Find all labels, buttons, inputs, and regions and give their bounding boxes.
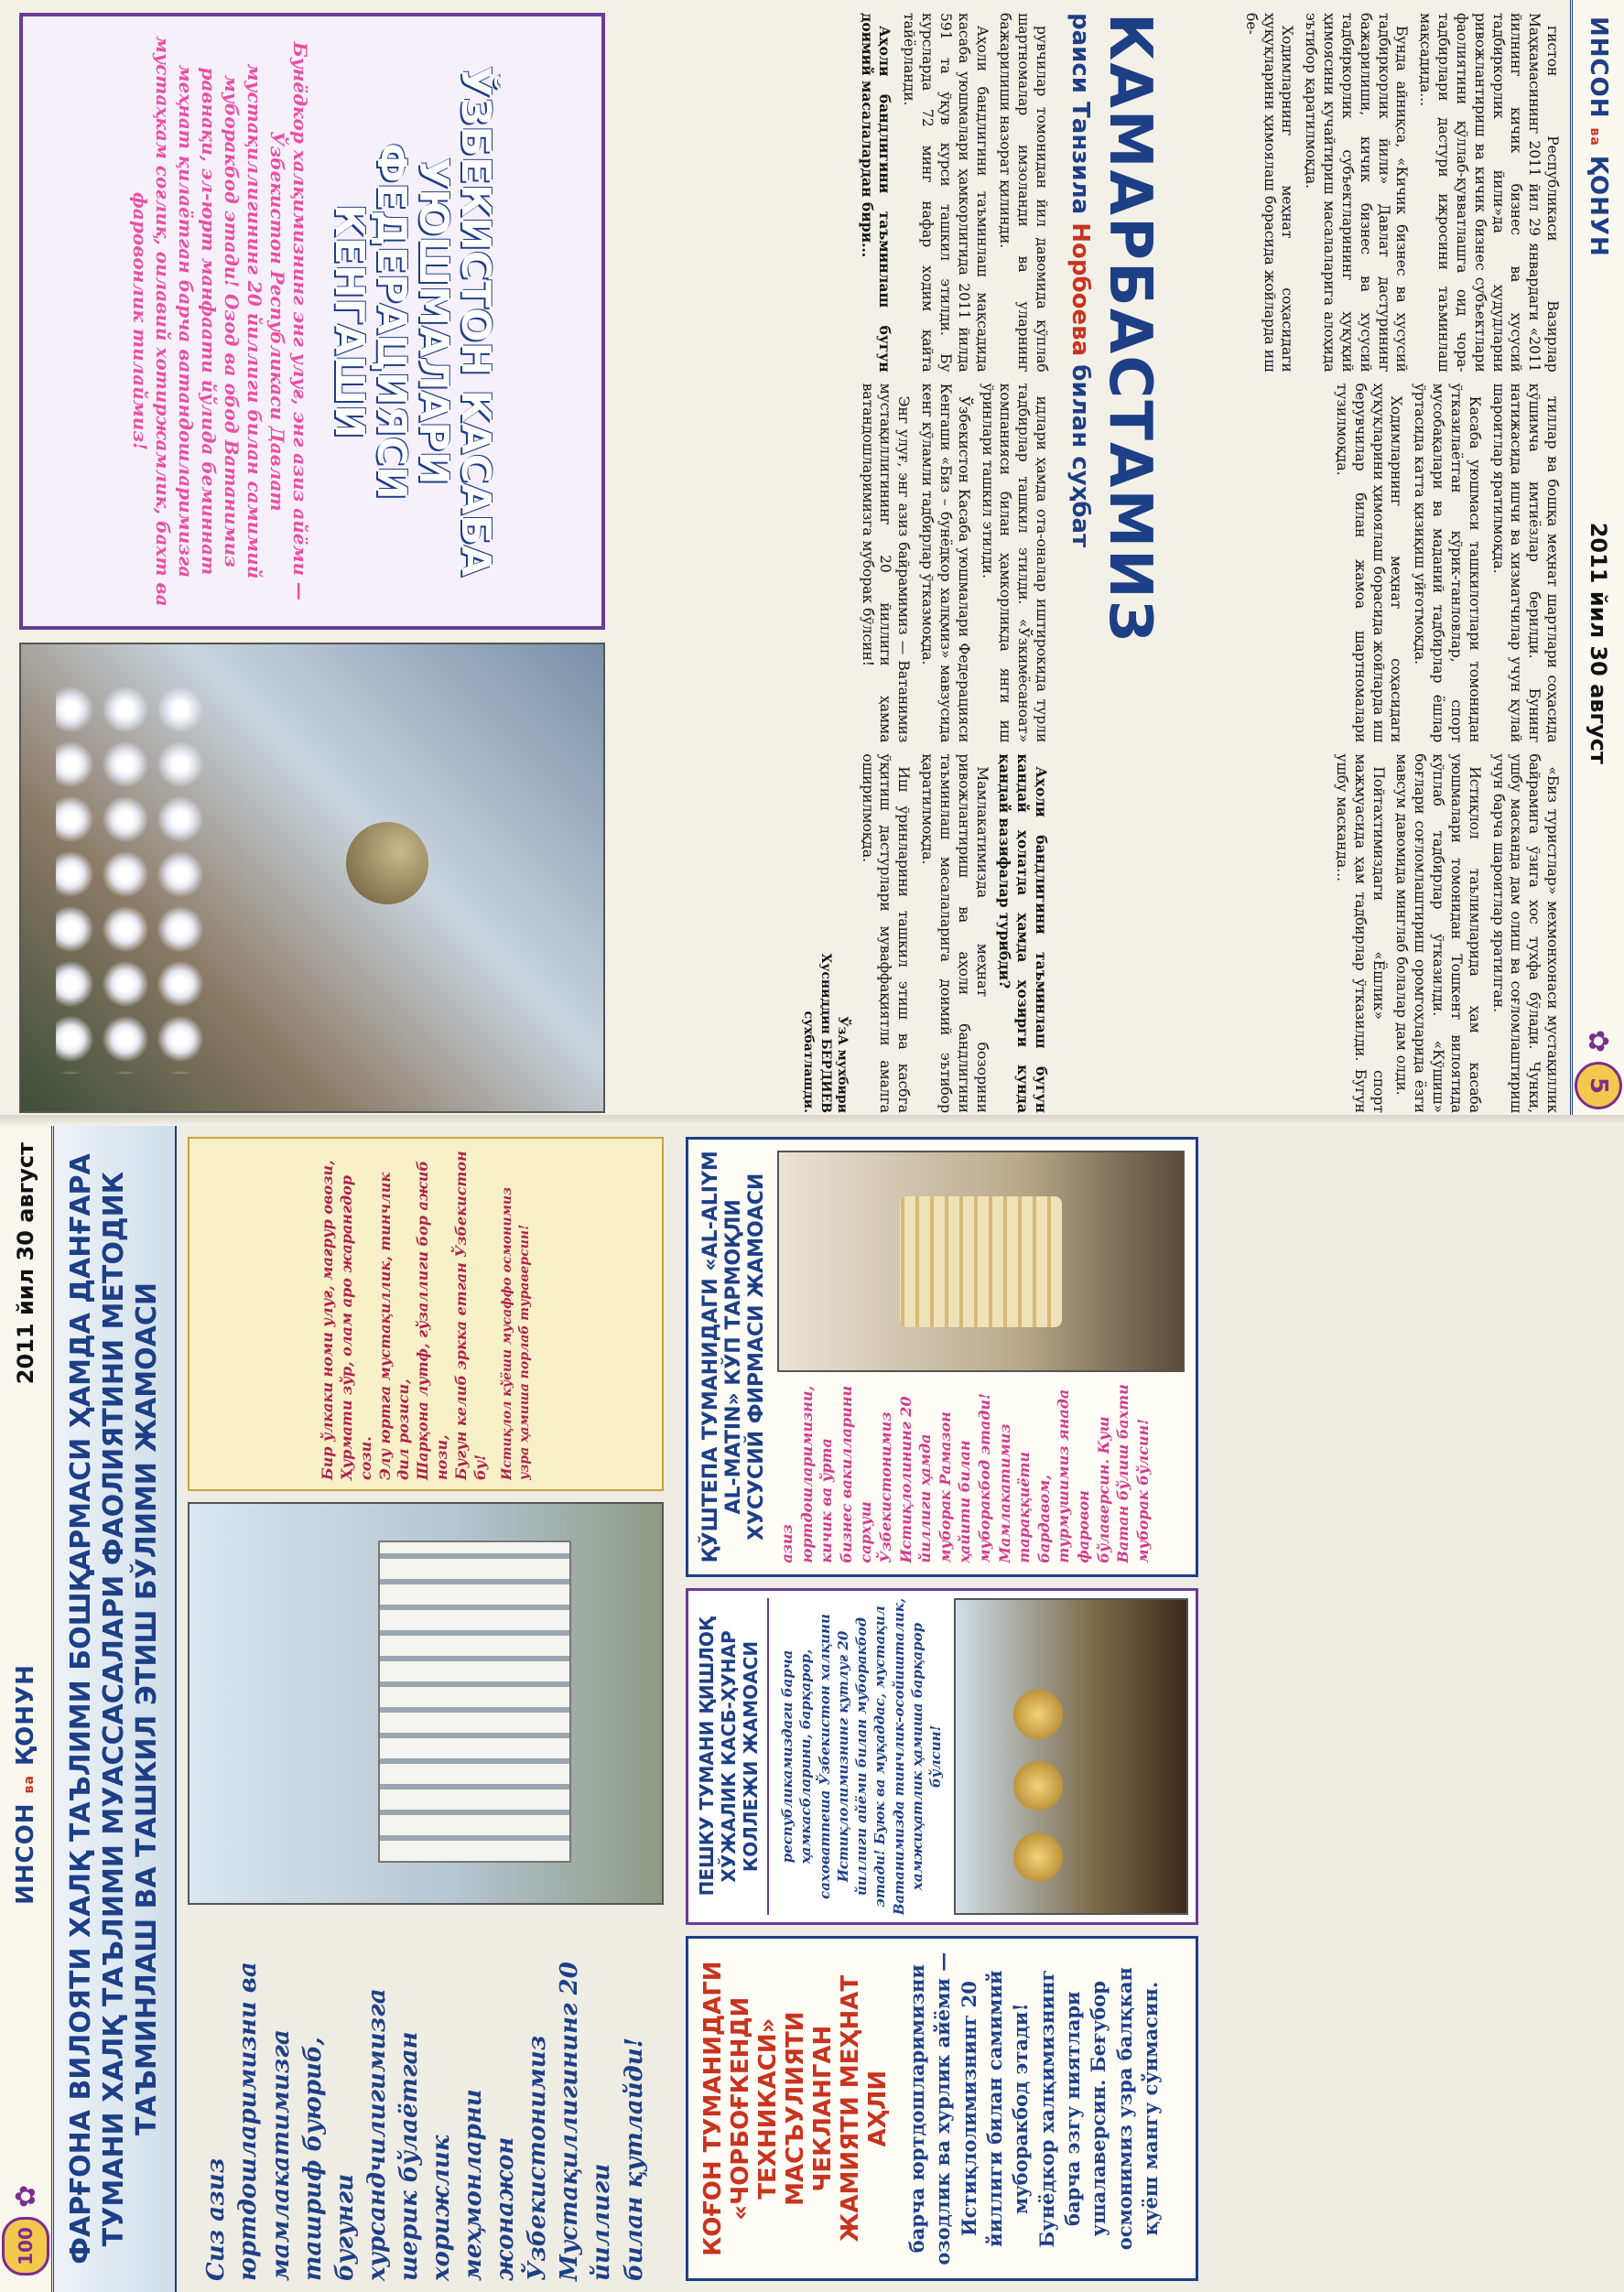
article-column-4 bbox=[620, 13, 1050, 373]
paragraph: Ўзбекистон Касаба уюшмалари Федерацияси Кенгаши «Биз – бунёдкор халқмиз» мавзусида кенг кўламли тадбирлар ўтказмоқда. bbox=[919, 383, 972, 743]
page-hundred bbox=[0, 1126, 1624, 2292]
poem-line: Бугун келиб эркка етган Ўзбекистон бу! bbox=[451, 1151, 489, 1481]
signature-line: ЎзА мухбири bbox=[834, 1016, 850, 1114]
panel-title: ҚЎШТЕПА ТУМАНИДАГИ «AL-ALIYM AL-MATIN» КЎП ТАРМОҚЛИ ХУСУСИЙ ФИРМАСИ ЖАМОАСИ bbox=[699, 1151, 768, 1563]
karnay-horn-icon bbox=[1013, 1690, 1063, 1739]
paragraph: Иш ўринларини ташкил этиш ва касбга ўқитиш дастурлари муваффақиятли амалга оширилмоқда. bbox=[859, 753, 913, 1114]
signature-line: сухбатлашди. bbox=[801, 1011, 817, 1114]
paragraph: Касаба уюшмаси ташкилотлари томонидан ўтказилаётган кўрик-танловлар, спорт мусобақалари ва маданий тадбирлар ёшлар ўртасида катта қизиқиш уйғотмоқда. bbox=[1412, 383, 1483, 743]
poem-box bbox=[188, 1137, 664, 1491]
masthead-small: ва bbox=[1587, 127, 1602, 146]
paragraph: идлари ҳамда ота-оналар иштирокида турли тадбирлар ташкил этилди. «Ўзкимёсаноат» компанияси билан ҳамкорликда янги иш ўринлари ташкил этилди. bbox=[979, 383, 1050, 743]
flower-ornament-icon: ✿ bbox=[1582, 1029, 1615, 1053]
greeting-line: билан қутлайди! bbox=[620, 2037, 648, 2281]
greeting-line: бугунги хурсандчилигимизга bbox=[330, 1988, 391, 2281]
white-flowers-decoration bbox=[56, 682, 207, 1075]
building-facade-decoration bbox=[378, 1541, 570, 1864]
paragraph: Аҳоли бандлигини таъминлаш бугун доимий масалалардан бири... bbox=[858, 13, 894, 373]
article-column-3 bbox=[1176, 753, 1561, 1113]
issue-date: 2011 йил 30 август bbox=[13, 1142, 38, 1385]
flower-ornament-icon: ✿ bbox=[9, 2184, 42, 2208]
poem-line: Шарқона лутф, гўзаллиги бор ажиб нози, bbox=[414, 1161, 450, 1481]
federation-greeting-card bbox=[19, 13, 605, 630]
paragraph: Аҳоли бандлигини таъминлаш бугун кандай ҳолатда ҳамда ҳозирги кунда қандай вазифалар турибди? bbox=[996, 753, 1050, 1114]
panel-text: азиз юртдошларимизни, кичик ва ўрта бизнес вакилларини сархуш Ўзбекистонимиз Истиқлолининг 20 йиллиги ҳамда муборак Рамазон ҳайити билан муборакбод этади! Мамлакатимиз тараққиёти бардавом, турмушимиз янада фаровон бўлаверсин. Куш Ватан бўлиш бахти муборак бўлсин! bbox=[778, 1384, 1152, 1563]
poem-line: Истиқлол кўёши мусаффо осмонимиз bbox=[500, 1187, 515, 1481]
education-department-banner bbox=[54, 1126, 177, 2292]
paragraph: Пойтахтимиздаги «Ёшлик» спорт мажмуасида ҳам тадбирлар ўтказилди. Бугун ушбу масканда... bbox=[1333, 753, 1387, 1114]
article-column-6 bbox=[620, 753, 1050, 1113]
byline-role: раиси Танзила bbox=[1066, 13, 1094, 215]
poem-line: Ҳурмати зўр, олам аро жарангдор сози. bbox=[338, 1175, 374, 1481]
paragraph: Ходимларнинг меҳнат соҳасидаги ҳуқуқларини ҳимоялаш борасида жойларда иш бе- bbox=[1242, 13, 1296, 373]
page-number: 5 bbox=[1575, 1062, 1622, 1109]
article-signature bbox=[800, 753, 850, 1113]
paragraph: «Биз туристлар» мехмонхонаси мустақиллик байрамига ўзига хос тухфа бўлади. Чунки, ушбу масканда дам олиш ва соғломлаштириш учун барча шароитлар яратилган. bbox=[1489, 753, 1561, 1114]
school-building-photo bbox=[188, 1502, 664, 1905]
greeting-line: Мустақиллигининг 20 йиллиги bbox=[556, 1962, 616, 2281]
greeting-title: ЎЗБЕКИСТОН КАСАБА УЮШМАЛАРИ ФЕДЕРАЦИЯСИ КЕНГАШИ bbox=[325, 66, 500, 577]
karnay-horn-icon bbox=[1013, 1833, 1063, 1882]
panel-title: ПЕШКУ ТУМАНИ ҚИШЛОҚ ХЎЖАЛИК КАСБ-ҲУНАР КОЛЛЕЖИ ЖАМОАСИ bbox=[696, 1598, 769, 1916]
signature-line: Хусниддин БЕРДИЕВ bbox=[817, 953, 833, 1114]
masthead-word-2: ҚОНУН bbox=[1585, 155, 1612, 257]
banner-greeting bbox=[188, 1916, 664, 2281]
byline-tail: билан суҳбат bbox=[1066, 364, 1094, 548]
paragraph: Энг улуғ, энг азиз байрамимиз — Ватанимиз мустақиллигининг 20 йиллиги ҳамма ватандошларимизга муборак бўлсин! bbox=[859, 383, 913, 743]
masthead-word-2: ҚОНУН bbox=[12, 1664, 39, 1766]
greeting-line: шерик бўлаётган хорижлик bbox=[395, 2031, 455, 2281]
paragraph: Бунда айниқса, «Кичик бизнес ва хусусий тадбиркорлик йили» Давлат дастурининг бажарилиши, кичик бизнес ва хусусий тадбиркорлик субъектларининг ҳуқуқий ҳимоясини кучайтириш масалаларига алоҳида эътибор қаратилмоқда. bbox=[1303, 13, 1411, 373]
masthead bbox=[1585, 16, 1612, 257]
greeting-line: мамлакатимизга ташриф буюриб, bbox=[266, 2029, 327, 2281]
byline-name: Норбоева bbox=[1066, 222, 1094, 357]
paragraph: Аҳоли бандлигини таъминлаш мақсадида касаба уюшмалари ҳамкорлигида 2011 йилда 591 та ўқув курси ташкил этилди. Бу курсларда 72 минг нафар ходим қайта тайёрланди. bbox=[901, 13, 991, 373]
panel-text: республикамиздаги барча ҳамкасбларини, барқарор, саховатпеша Ўзбекистон халқини Истиқлолимизнинг қутлуғ 20 йиллиги айёми билан муборакбод этади! Буюк ва муқаддас, мустақил Ватанимизда тинчлик-осойишталик, хамжиҳатлик ҳамиша барқарор бўлсин! bbox=[779, 1597, 944, 1916]
al-aliym-firm-panel bbox=[686, 1137, 1198, 1577]
paragraph: Ходимларнинг меҳнат соҳасидаги ҳуқуқларини ҳимоялаш борасида жойларда иш берувчилар билан жамоа шартномалари тузилмоқда. bbox=[1333, 383, 1405, 743]
chorbogkendi-greeting-panel bbox=[686, 1936, 1198, 2281]
greeting-line: Сиз азиз юртдошларимизни ва bbox=[202, 1962, 263, 2281]
page-five bbox=[0, 0, 1624, 1126]
greeting-text: Бунёдкор халқимизнинг энг улуғ, энг азиз айёми — Ўзбекистон Республикаси Давлат мустақиллигининг 20 йиллиги билан самимий муборакбод этади! Озод ва обод Ватанимиз равнақи, эл-юрт манфаати йўлида беминнат меҳнат қилаётган барча ватандошларимизга мустаҳкам соғлиқ, оилавий хотиржамлик, бахт ва фаровонлик тилаймиз! bbox=[128, 36, 311, 607]
monument-photo bbox=[19, 643, 605, 1113]
poem-line: узра ҳамиша порлаб тураверсин! bbox=[516, 1224, 532, 1481]
panel-title: КОҒОН ТУМАНИДАГИ «ЧОРБОҒКЕНДИ ТЕХНИКАСИ» МАСЪУЛИЯТИ ЧЕКЛАНГАН ЖАМИЯТИ МЕҲНАТ АҲЛИ bbox=[699, 1961, 892, 2256]
greeting-line: меҳмонларни bbox=[460, 2089, 488, 2281]
page-five-header bbox=[1570, 0, 1624, 1126]
article-headline: КАМАРБАСТАМИЗ bbox=[1096, 13, 1164, 644]
page-five-content bbox=[0, 0, 1624, 1126]
peshku-college-panel bbox=[686, 1588, 1198, 1926]
paragraph: Истиқлол таълимларида ҳам касаба уюшмалари томонидан Тошкент вилоятида кўплаб тадбирлар ўтказилди. «Кўшиш» боғлари соғломлаштириш оромгоҳларида ёзги мавсум давомида минглаб болалар дам олди. bbox=[1393, 753, 1483, 1114]
paragraph: гистон Республикаси Вазирлар Маҳкамасининг 2011 йил 29 январдаги «2011 йилнинг кичик бизнес ва хусусий тадбиркорлик йили»да ҳудудларни ривожлантириш ва кичик бизнес субъектлари фаолиятини қўллаб-қувватлашга оид чора-тадбирлари дастури ижросини таъминлаш мақсадида... bbox=[1417, 13, 1561, 373]
masthead-word-1: ИНСОН bbox=[12, 1802, 39, 1905]
poem-line: Бир ўлкаки номи улуғ, мағрур овози, bbox=[319, 1160, 337, 1481]
page-hundred-content bbox=[0, 1126, 1624, 2292]
paragraph: рувчилар томонидан йил давомида кўплаб шартномалар имзоланди ва уларнинг бажарилиши назорат қилинди. bbox=[997, 13, 1050, 373]
masthead bbox=[12, 1664, 39, 1905]
bread-products-decoration bbox=[900, 1196, 1061, 1327]
page-number: 100 bbox=[2, 2217, 49, 2276]
musicians-photo bbox=[954, 1598, 1188, 1916]
karnay-horn-icon bbox=[1013, 1761, 1063, 1811]
article-column-1 bbox=[1176, 13, 1561, 373]
poem-line: Элу юртга мустақиллик, тинчлик дил розиси, bbox=[375, 1172, 413, 1481]
article-byline bbox=[1066, 13, 1094, 1113]
paragraph: тиллар ва бошқа меҳнат шартлари соҳасида кўшимча имтиёзлар берилди. Бунинг натижасида ишчи ва хизматчилар учун қулай шароитлар яратилмоқда. bbox=[1489, 383, 1561, 743]
bakery-workers-photo bbox=[777, 1151, 1185, 1372]
article-column-2 bbox=[1176, 384, 1561, 743]
page-hundred-header bbox=[0, 1126, 54, 2292]
paragraph: Мамлакатимизда меҳнат бозорини ривожлантириш ва аҳоли бандлигини таъминлаш масалаларига доимий эътибор қаратилмоқда. bbox=[919, 753, 991, 1114]
banner-title: ФАРҒОНА ВИЛОЯТИ ХАЛҚ ТАЪЛИМИ БОШҚАРМАСИ ҲАМДА ДАНҒАРА ТУМАНИ ХАЛҚ ТАЪЛИМИ МУАССАСАЛАРИ ФАОЛИЯТИНИ МЕТОДИК ТАЪМИНЛАШ ВА ТАШКИЛ ЭТИШ БЎЛИМИ ЖАМОАСИ bbox=[65, 1153, 163, 2265]
greeting-line: жонажон Ўзбекистонимиз bbox=[492, 2035, 552, 2281]
masthead-word-1: ИНСОН bbox=[1585, 16, 1612, 119]
globe-monument-icon bbox=[346, 822, 428, 904]
masthead-small: ва bbox=[22, 1775, 37, 1794]
issue-date: 2011 йил 30 август bbox=[1586, 522, 1611, 764]
panel-text: барча юртдошларимизни озодлик ва хурлик айёми — Истиқлолимизнинг 20 йиллиги билан самимий муборакбод этади! Бунёдкор халқимизнинг барча эзгу ниятлари ушалаверсин. Беғубор осмонимиз узра балқкан қуёш мангу сўнмасин. bbox=[905, 1951, 1163, 2265]
article-column-5 bbox=[620, 384, 1050, 743]
